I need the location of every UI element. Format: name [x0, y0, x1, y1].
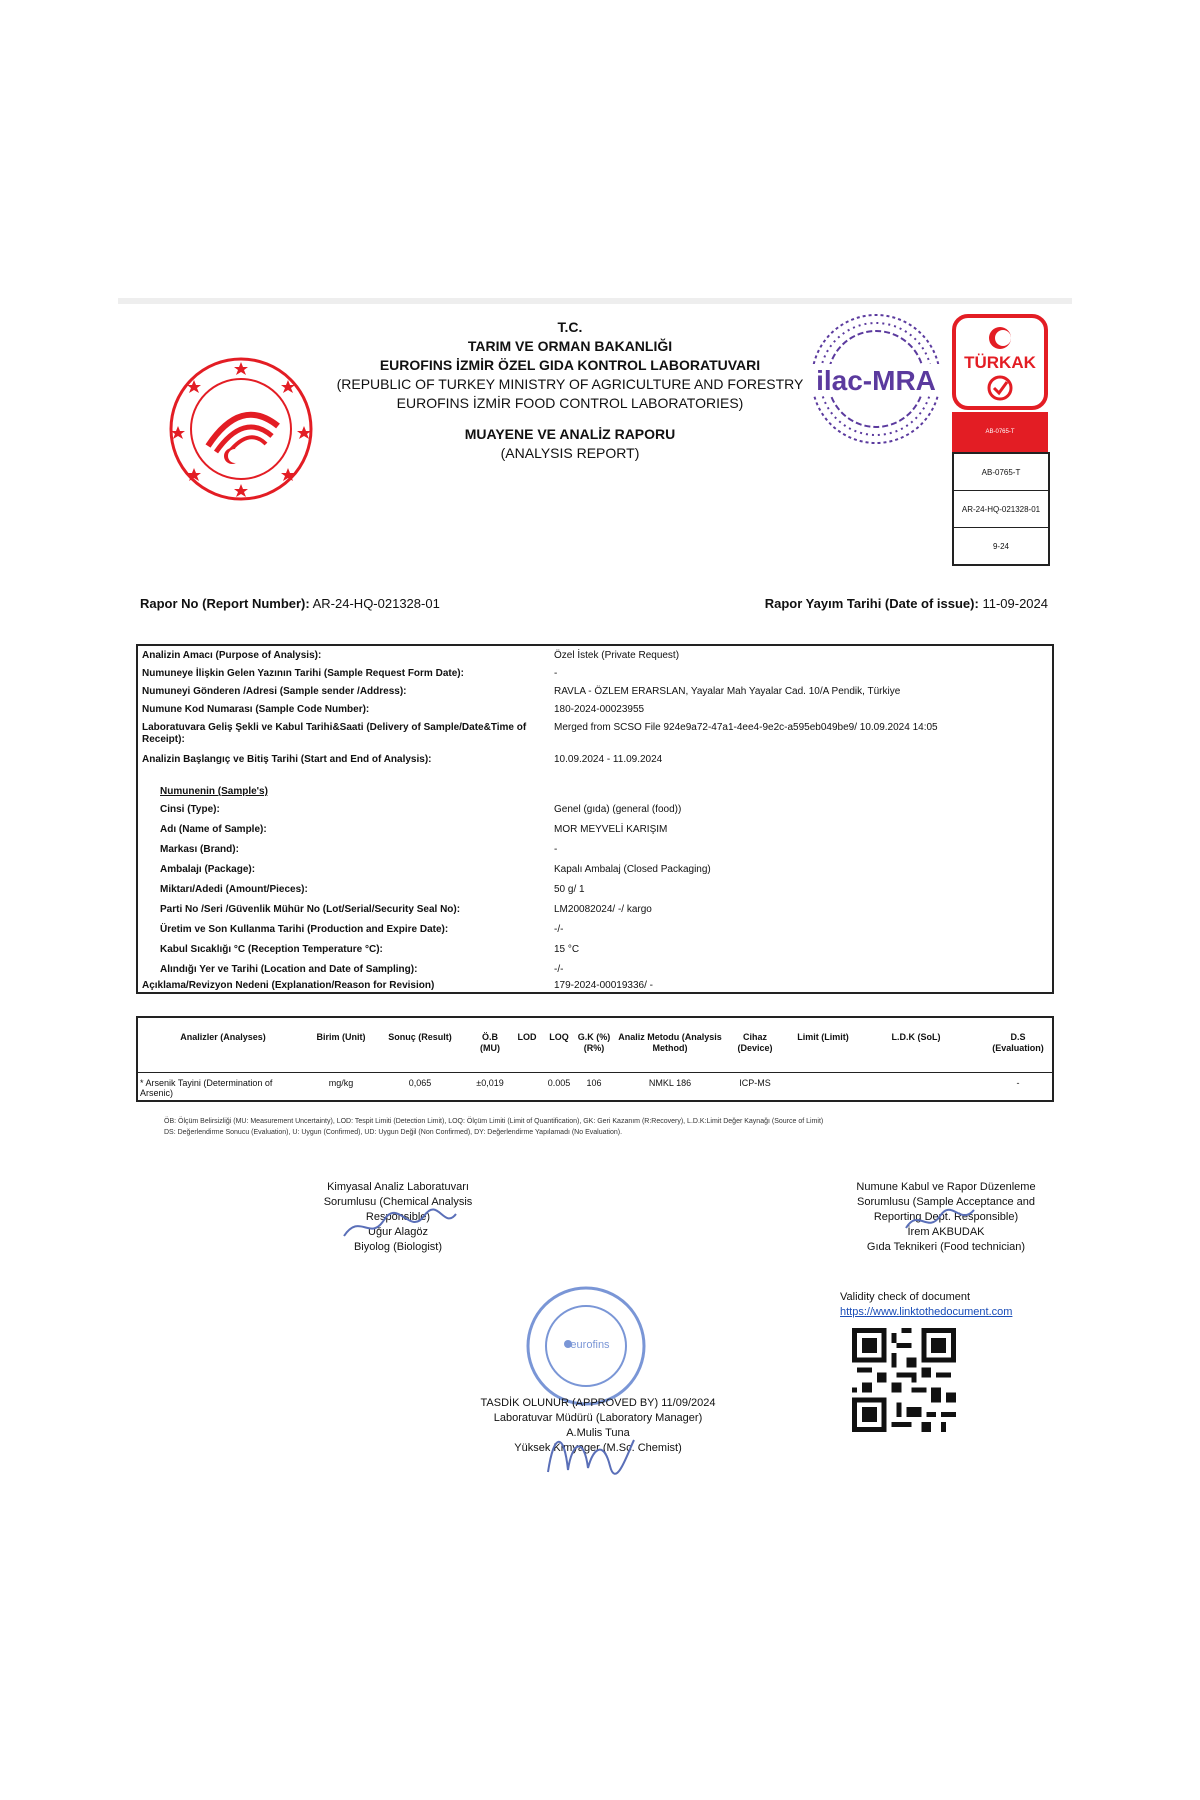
- approval-line: TASDİK OLUNUR (APPROVED BY) 11/09/2024: [480, 1397, 716, 1409]
- sample-label: Üretim ve Son Kullanma Tarihi (Production and Expire Date):: [160, 924, 449, 935]
- table-header: Cihaz (Device): [737, 1032, 773, 1053]
- footnote-line: DS: Değerlendirme Sonucu (Evaluation), U: Uygun (Confirmed), UD: Uygun Değil (Non Confirmed), DY: Değerlendirme Yapılamadı (No Evaluation).: [164, 1129, 623, 1136]
- ministry-seal-icon: [168, 356, 314, 502]
- sample-value: MOR MEYVELİ KARIŞIM: [554, 824, 668, 835]
- report-title-en: (ANALYSIS REPORT): [500, 445, 640, 461]
- issue-date: [765, 596, 1048, 611]
- revision-label: Açıklama/Revizyon Nedeni (Explanation/Reason for Revision): [142, 980, 435, 991]
- table-cell: NMKL 186: [648, 1078, 692, 1088]
- results-table: [136, 1016, 1054, 1102]
- header-line: TARIM VE ORMAN BAKANLIĞI: [467, 338, 673, 354]
- sample-value: Genel (gıda) (general (food)): [554, 804, 682, 815]
- table-header: Analizler (Analyses): [180, 1032, 266, 1042]
- table-header: G.K (%) (R%): [577, 1032, 611, 1053]
- info-value: 180-2024-00023955: [554, 704, 645, 715]
- signature-line: Reporting Dept. Responsible): [873, 1211, 1019, 1223]
- sample-value: -: [554, 844, 558, 855]
- table-cell: 106: [586, 1078, 602, 1088]
- eurofins-stamp-icon: [524, 1284, 648, 1408]
- signature-line: İrem AKBUDAK: [907, 1226, 985, 1238]
- header-line: EUROFINS İZMİR FOOD CONTROL LABORATORIES): [396, 395, 744, 411]
- info-value: Merged from SCSO File 924e9a72-47a1-4ee4-9e2c-a595eb049be9/ 10.09.2024 14:05: [554, 722, 938, 733]
- header-line: EUROFINS İZMİR ÖZEL GIDA KONTROL LABORATUVARI: [379, 357, 761, 373]
- signature-line: Sorumlusu (Sample Acceptance and: [857, 1196, 1035, 1208]
- signature-line: Kimyasal Analiz Laboratuvarı: [327, 1181, 469, 1193]
- accreditation-report-no: AR-24-HQ-021328-01: [954, 491, 1048, 528]
- report-header: [330, 318, 810, 463]
- signature-line: Numune Kabul ve Rapor Düzenleme: [856, 1181, 1036, 1193]
- info-label: Numune Kod Numarası (Sample Code Number):: [142, 704, 370, 715]
- sample-value: -/-: [554, 964, 564, 975]
- info-label: Numuneyi Gönderen /Adresi (Sample sender /Address):: [142, 686, 407, 697]
- table-cell: ±0,019: [476, 1078, 504, 1088]
- issue-date-label: Rapor Yayım Tarihi (Date of issue):: [764, 596, 979, 611]
- sample-label: Kabul Sıcaklığı °C (Reception Temperature °C):: [160, 944, 383, 955]
- signature-line: Uğur Alagöz: [368, 1226, 428, 1238]
- turkak-logo-text: TÜRKAK: [964, 353, 1036, 372]
- info-label: Analizin Amacı (Purpose of Analysis):: [142, 650, 322, 661]
- sample-value: 15 °C: [554, 944, 580, 955]
- handwritten-signature-icon: [900, 1200, 980, 1240]
- table-header: Analiz Metodu (Analysis Method): [618, 1032, 722, 1053]
- table-header: Sonuç (Result): [388, 1032, 452, 1042]
- sample-value: -/-: [554, 924, 564, 935]
- info-value: -: [554, 668, 558, 679]
- table-divider: [138, 1072, 1052, 1073]
- sample-info-box: [136, 644, 1054, 994]
- table-header: L.D.K (SoL): [891, 1032, 941, 1042]
- header-line: T.C.: [557, 319, 583, 335]
- sample-label: Miktarı/Adedi (Amount/Pieces):: [160, 884, 308, 895]
- turkak-accreditation-band: [952, 412, 1048, 452]
- sample-label: Parti No /Seri /Güvenlik Mühür No (Lot/Serial/Security Seal No):: [160, 904, 461, 915]
- accreditation-box: [952, 452, 1050, 566]
- info-label: Analizin Başlangıç ve Bitiş Tarihi (Start and End of Analysis):: [142, 754, 432, 765]
- handwritten-signature-icon: [540, 1422, 640, 1482]
- header-line: (REPUBLIC OF TURKEY MINISTRY OF AGRICULTURE AND FORESTRY: [336, 376, 804, 392]
- ilac-mra-logo-icon: [808, 312, 944, 446]
- turkak-logo-icon: [952, 314, 1048, 410]
- table-header: Birim (Unit): [316, 1032, 366, 1042]
- accreditation-date: 9-24: [992, 541, 1009, 551]
- signature-line: Responsible): [365, 1211, 431, 1223]
- qr-code-icon[interactable]: [852, 1328, 956, 1432]
- info-label: Numuneye İlişkin Gelen Yazının Tarihi (Sample Request Form Date):: [142, 668, 464, 679]
- report-number-label: Rapor No (Report Number):: [140, 596, 310, 611]
- top-divider: [118, 298, 1072, 304]
- accreditation-code: AB-0765-T: [954, 454, 1048, 491]
- handwritten-signature-icon: [340, 1206, 460, 1246]
- abbreviations-footnote: [164, 1116, 1024, 1138]
- sample-label: Adı (Name of Sample):: [160, 824, 267, 835]
- turkak-code: AB-0765-T: [985, 429, 1015, 435]
- sample-value: Kapalı Ambalaj (Closed Packaging): [554, 864, 711, 875]
- sample-label: Markası (Brand):: [160, 844, 239, 855]
- approval-line: A.Mulis Tuna: [566, 1427, 630, 1439]
- stamp-text: eurofins: [570, 1339, 610, 1351]
- table-cell: * Arsenik Tayini (Determination of Arsenic): [140, 1078, 273, 1098]
- validity-label: Validity check of document: [840, 1291, 971, 1303]
- info-value: Özel İstek (Private Request): [554, 650, 680, 661]
- approval-line: Yüksek Kimyager (M.Sc. Chemist): [514, 1442, 682, 1454]
- approval-line: Laboratuvar Müdürü (Laboratory Manager): [493, 1412, 703, 1424]
- table-header: Ö.B (MU): [480, 1032, 500, 1053]
- validity-link[interactable]: https://www.linktothedocument.com: [840, 1306, 1013, 1318]
- table-header: LOD: [517, 1032, 537, 1042]
- table-header: Limit (Limit): [797, 1032, 849, 1042]
- signature-line: Biyolog (Biologist): [353, 1241, 443, 1253]
- issue-date-value: 11-09-2024: [982, 596, 1048, 611]
- sample-label: Alındığı Yer ve Tarihi (Location and Date of Sampling):: [160, 964, 418, 975]
- footnote-line: ÖB: Ölçüm Belirsizliği (MU: Measurement Uncertainty), LOD: Tespit Limiti (Detection Limit), LOQ: Ölçüm Limiti (Limit of Quantification), GK: Geri Kazanım (R:Recovery), L.D.K:Limit Değer Kaynağı (Source of Limit): [164, 1118, 824, 1125]
- info-label: Laboratuvara Geliş Şekli ve Kabul Tarihi&Saati (Delivery of Sample/Date&Time of Receipt):: [142, 722, 527, 745]
- ilac-logo-text: ilac-MRA: [816, 365, 936, 396]
- table-header: D.S (Evaluation): [992, 1032, 1044, 1053]
- table-header: LOQ: [549, 1032, 569, 1042]
- sample-value: LM20082024/ -/ kargo: [554, 904, 652, 915]
- table-cell: -: [1016, 1078, 1020, 1088]
- signature-line: Gıda Teknikeri (Food technician): [866, 1241, 1026, 1253]
- table-cell: 0.005: [547, 1078, 571, 1088]
- sample-label: Cinsi (Type):: [160, 804, 220, 815]
- table-cell: ICP-MS: [739, 1078, 771, 1088]
- table-cell: mg/kg: [328, 1078, 354, 1088]
- sample-section-heading: Numunenin (Sample's): [160, 786, 268, 797]
- report-number: [140, 596, 440, 611]
- report-number-value: AR-24-HQ-021328-01: [312, 596, 440, 611]
- validity-check: [840, 1290, 1012, 1320]
- sample-value: 50 g/ 1: [554, 884, 585, 895]
- table-cell: 0,065: [408, 1078, 432, 1088]
- info-value: RAVLA - ÖZLEM ERARSLAN, Yayalar Mah Yayalar Cad. 10/A Pendik, Türkiye: [554, 686, 901, 697]
- info-value: 10.09.2024 - 11.09.2024: [554, 754, 663, 765]
- signature-line: Sorumlusu (Chemical Analysis: [323, 1196, 473, 1208]
- sample-label: Ambalajı (Package):: [160, 864, 256, 875]
- report-title: MUAYENE VE ANALİZ RAPORU: [464, 426, 676, 442]
- revision-value: 179-2024-00019336/ -: [554, 980, 653, 991]
